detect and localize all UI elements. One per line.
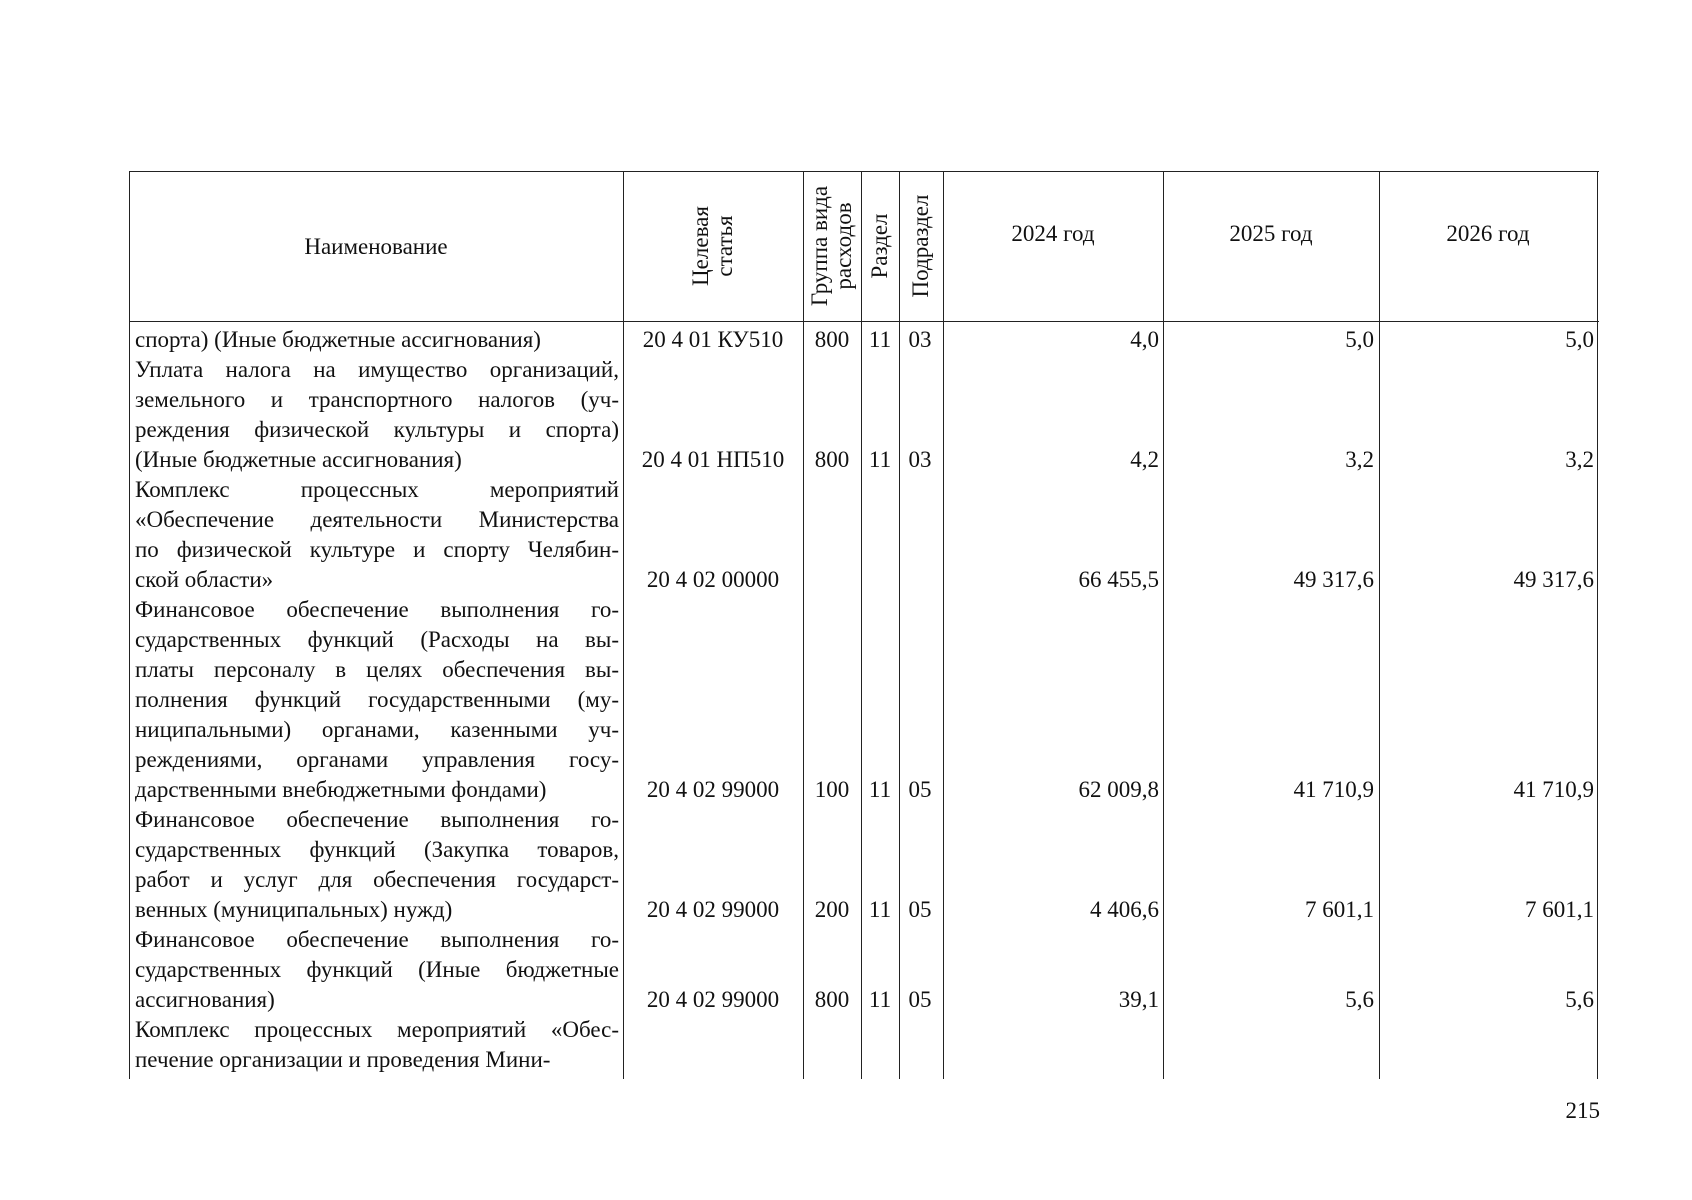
col-border-right: [1597, 171, 1598, 1079]
row-subsection: 05: [908, 987, 932, 1012]
row-section: [863, 1045, 897, 1075]
row-amount-2024: 4,0: [1130, 327, 1159, 352]
row-target-article: 20 4 01 НП510: [641, 447, 785, 472]
row-name-line: реждения физической культуры и спорта): [135, 417, 619, 442]
row-name-line: земельного и транспортного налогов (уч-: [135, 387, 619, 412]
row-name-line: ской области»: [135, 567, 274, 592]
row-amount-2025: 7 601,1: [1305, 897, 1374, 922]
header-target-article: [623, 171, 803, 321]
row-amount-2025: [1165, 1045, 1374, 1075]
row-amount-2024: [949, 1045, 1159, 1075]
row-name-line: сударственных функций (Иные бюджетные: [135, 957, 619, 982]
row-expense-group: 100: [814, 777, 850, 802]
row-name-line: полнения функций государственными (му-: [135, 687, 619, 712]
row-name-line: венных (муниципальных) нужд): [135, 897, 453, 922]
row-section: 11: [868, 327, 892, 352]
header-subsection: [899, 171, 943, 321]
header-2024: 2024 год: [1011, 220, 1095, 246]
row-amount-2026: [1381, 1045, 1594, 1075]
row-target-article: 20 4 02 99000: [646, 987, 780, 1012]
header-section: [861, 171, 899, 321]
header-expense-group-text: Группа вида расходов: [807, 185, 856, 307]
row-name-line: дарственными внебюджетными фондами): [135, 777, 547, 802]
row-name-line: сударственных функций (Закупка товаров,: [135, 837, 619, 862]
row-amount-2026: 41 710,9: [1513, 777, 1594, 802]
row-expense-group: 800: [814, 987, 850, 1012]
row-target-article: 20 4 02 99000: [646, 897, 780, 922]
row-expense-group: [805, 1045, 859, 1075]
col-border-2024: [1163, 171, 1164, 1079]
row-name-line: Комплекс процессных мероприятий: [135, 477, 619, 502]
row-name-line: Финансовое обеспечение выполнения го-: [135, 597, 619, 622]
row-name-line: (Иные бюджетные ассигнования): [135, 447, 462, 472]
header-section-text: Раздел: [867, 213, 892, 279]
row-section: 11: [868, 447, 892, 472]
row-amount-2024: 4,2: [1130, 447, 1159, 472]
row-amount-2026: 7 601,1: [1525, 897, 1594, 922]
row-name-line: ассигнования): [135, 987, 275, 1012]
row-amount-2026: 49 317,6: [1513, 567, 1594, 592]
row-amount-2025: 5,6: [1345, 987, 1374, 1012]
row-subsection: 03: [908, 447, 932, 472]
row-name-line: реждениями, органами управления госу-: [135, 747, 619, 772]
row-expense-group: 800: [814, 327, 850, 352]
row-subsection: 05: [908, 777, 932, 802]
row-name-line: спорта) (Иные бюджетные ассигнования): [135, 327, 541, 352]
row-name-line: платы персоналу в целях обеспечения вы-: [135, 657, 619, 682]
row-expense-group: [805, 565, 859, 595]
header-name: Наименование: [304, 233, 448, 259]
row-subsection: 03: [908, 327, 932, 352]
row-target-article: 20 4 01 КУ510: [642, 327, 784, 352]
row-subsection: [901, 1045, 939, 1075]
row-amount-2024: 4 406,6: [1090, 897, 1159, 922]
header-2025: 2025 год: [1229, 220, 1313, 246]
header-target-article-text: Целевая статья: [688, 206, 737, 286]
row-name-line: по физической культуре и спорту Челябин-: [135, 537, 619, 562]
row-subsection: 05: [908, 897, 932, 922]
page-number: 215: [1565, 1098, 1600, 1123]
header-expense-group: [803, 171, 861, 321]
row-amount-2025: 41 710,9: [1293, 777, 1374, 802]
row-name-line: «Обеспечение деятельности Министерства: [135, 507, 619, 532]
col-border-2025: [1379, 171, 1380, 1079]
budget-table: [129, 171, 1599, 1079]
row-amount-2025: 3,2: [1345, 447, 1374, 472]
row-name-line: работ и услуг для обеспечения государст-: [135, 867, 619, 892]
header-subsection-text: Подраздел: [908, 194, 933, 298]
row-name-line: печение организации и проведения Мини-: [135, 1047, 551, 1072]
row-section: 11: [868, 777, 892, 802]
row-target-article: 20 4 02 99000: [646, 777, 780, 802]
row-name-line: сударственных функций (Расходы на вы-: [135, 627, 619, 652]
row-expense-group: 800: [814, 447, 850, 472]
row-amount-2026: 5,0: [1565, 327, 1594, 352]
row-amount-2026: 3,2: [1565, 447, 1594, 472]
row-name-line: Комплекс процессных мероприятий «Обес-: [135, 1017, 619, 1042]
row-name-line: Финансовое обеспечение выполнения го-: [135, 807, 619, 832]
row-section: 11: [868, 987, 892, 1012]
row-name-line: ниципальными) органами, казенными уч-: [135, 717, 619, 742]
row-amount-2024: 62 009,8: [1078, 777, 1159, 802]
header-2026: 2026 год: [1446, 220, 1530, 246]
row-amount-2024: 39,1: [1118, 987, 1159, 1012]
row-name-line: Уплата налога на имущество организаций,: [135, 357, 619, 382]
row-expense-group: 200: [814, 897, 850, 922]
row-amount-2026: 5,6: [1565, 987, 1594, 1012]
row-target-article: [625, 1045, 801, 1075]
row-amount-2025: 49 317,6: [1293, 567, 1374, 592]
row-target-article: 20 4 02 00000: [646, 567, 780, 592]
row-amount-2025: 5,0: [1345, 327, 1374, 352]
row-section: 11: [868, 897, 892, 922]
row-subsection: [901, 565, 939, 595]
col-border-subsection: [943, 171, 944, 1079]
row-amount-2024: 66 455,5: [1078, 567, 1159, 592]
row-name-line: Финансовое обеспечение выполнения го-: [135, 927, 619, 952]
row-section: [863, 565, 897, 595]
